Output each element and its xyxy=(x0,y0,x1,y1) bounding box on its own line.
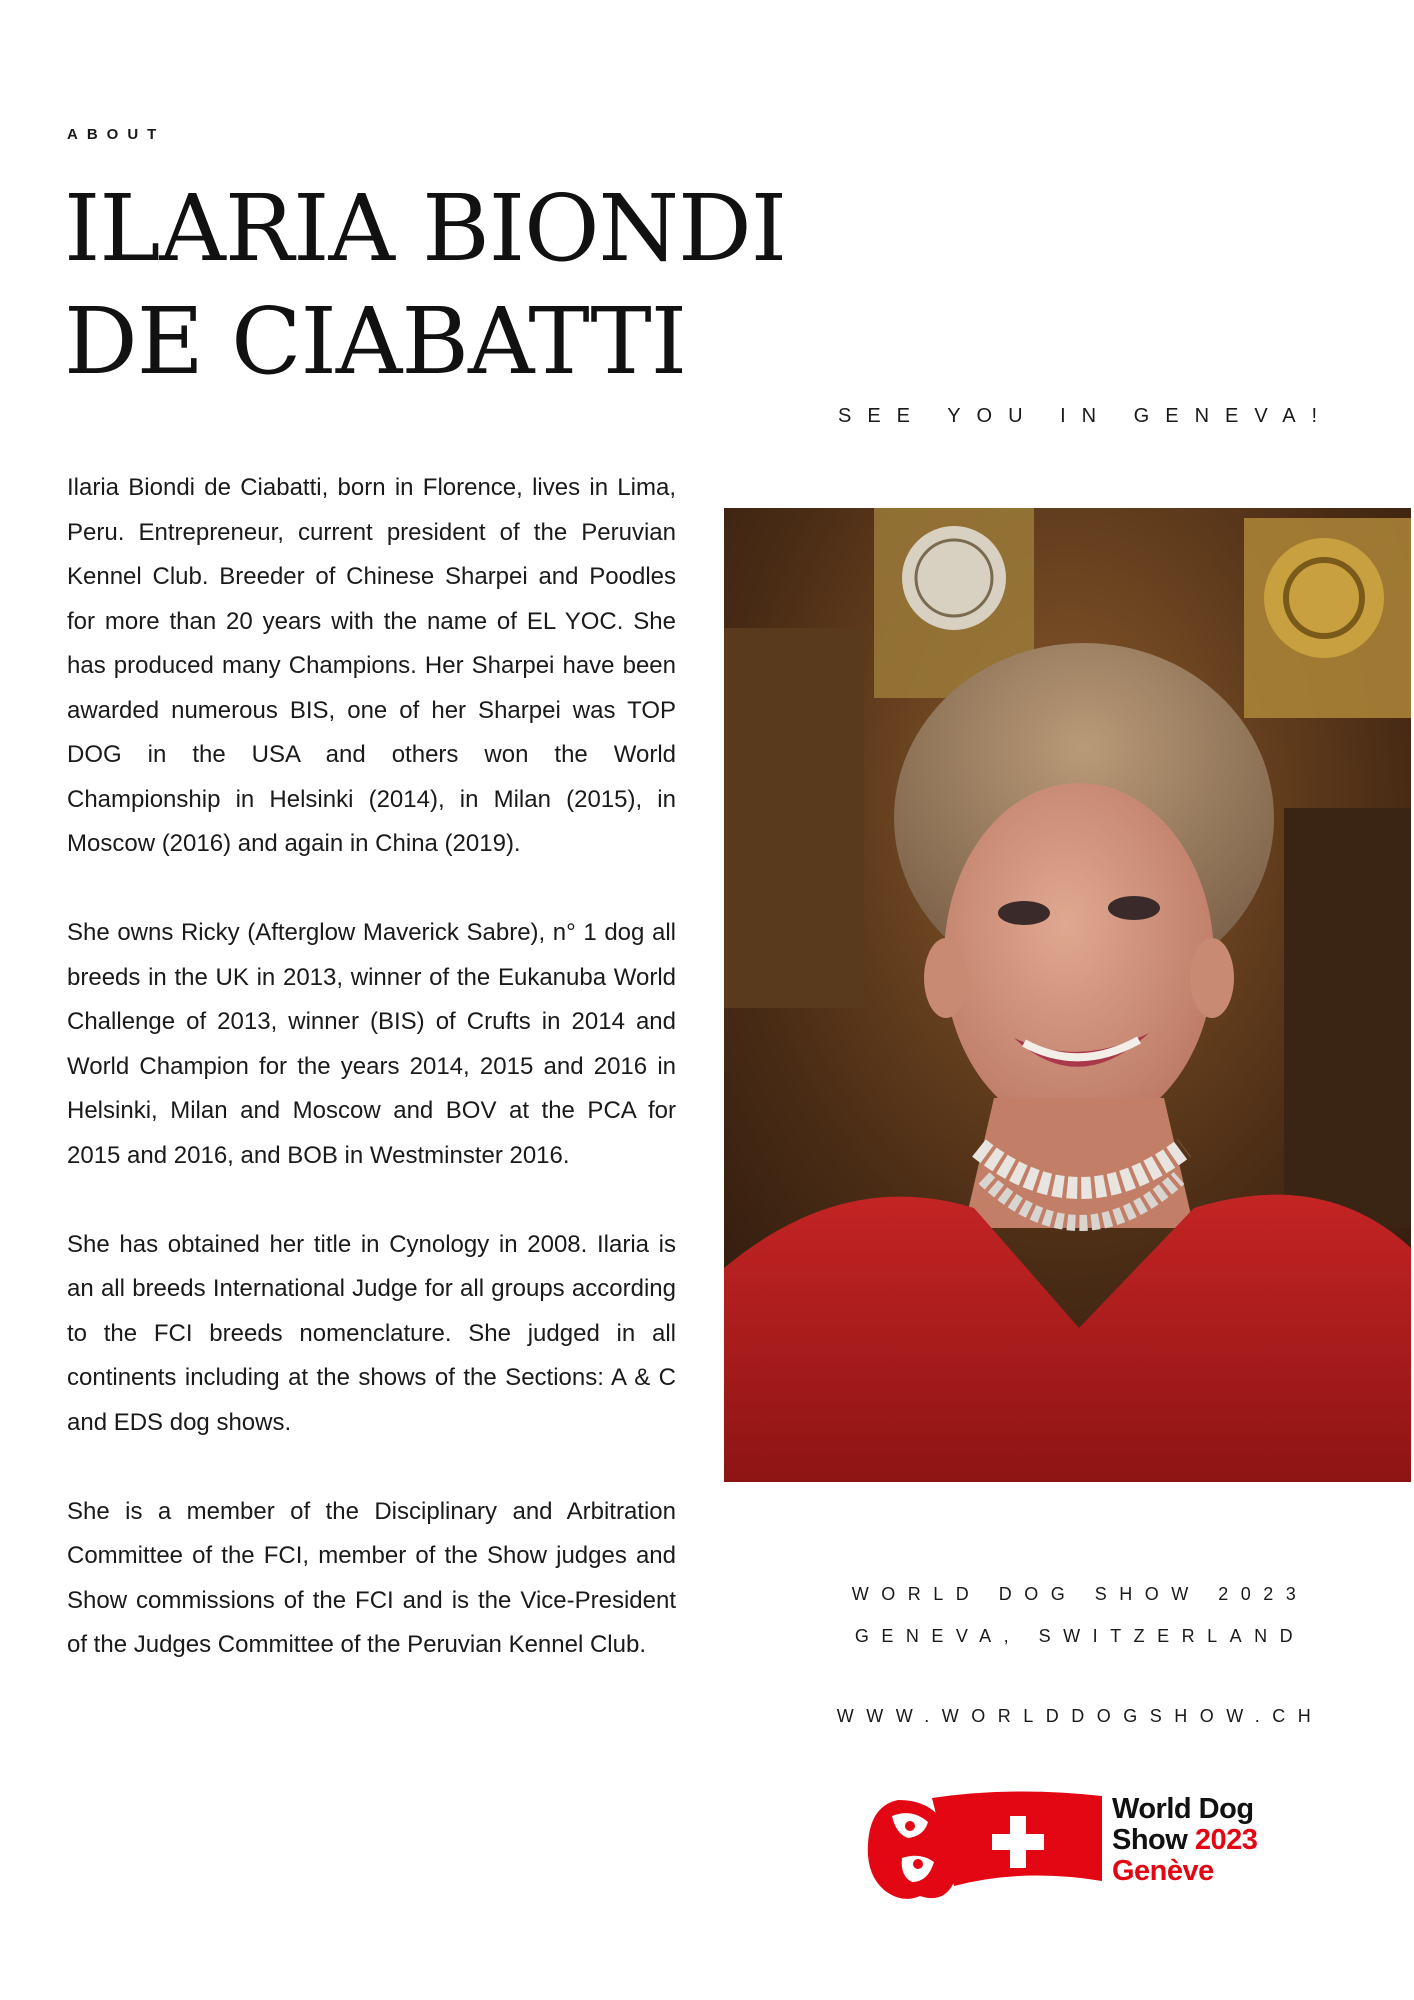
logo-line-3: Genève xyxy=(1112,1855,1214,1887)
logo-line-1: World Dog xyxy=(1112,1793,1254,1825)
event-name: WORLD DOG SHOW 2023 xyxy=(851,1584,1309,1604)
logo-year: 2023 xyxy=(1194,1824,1258,1856)
page-title xyxy=(64,172,786,398)
world-dog-show-logo xyxy=(862,1786,1302,1906)
bio-paragraph: Ilaria Biondi de Ciabatti, born in Florence, lives in Lima, Peru. Entrepreneur, current president of the Peruvian Kennel Club. Breeder of Chinese Sharpei and Poodles for more than 20 years with the name of EL YOC. She has produced many Champions. Her Sharpei have been awarded numerous BIS, one of her Sharpei was TOP DOG in the USA and others won the World Championship in Helsinki (2014), in Milan (2015), in Moscow (2016) and again in China (2019). xyxy=(67,474,676,857)
dog-and-swiss-flag-icon xyxy=(862,1786,1107,1906)
bio-paragraph: She owns Ricky (Afterglow Maverick Sabre), n° 1 dog all breeds in the UK in 2013, winner of the Eukanuba World Challenge of 2013, winner (BIS) of Crufts in 2014 and World Champion for the years 2014, 2015 and 2016 in Helsinki, Milan and Moscow and BOV at the PCA for 2015 and 2016, and BOB in Westminster 2016. xyxy=(67,919,676,1169)
tagline: SEE YOU IN GENEVA! xyxy=(838,405,1334,427)
logo-wordmark xyxy=(1112,1794,1257,1887)
bio-paragraph: She is a member of the Disciplinary and Arbitration Committee of the FCI, member of the Show judges and Show commissions of the FCI and is the Vice-President of the Judges Committee of the Peruvian Kennel Club. xyxy=(67,1497,676,1658)
event-location: GENEVA, SWITZERLAND xyxy=(854,1626,1306,1646)
title-line-1: ILARIA BIONDI xyxy=(64,175,787,282)
logo-show-word: Show xyxy=(1112,1824,1188,1856)
title-line-2: DE CIABATTI xyxy=(64,288,687,395)
event-website-link[interactable]: WWW.WORLDDOGSHOW.CH xyxy=(836,1706,1324,1726)
section-kicker: ABOUT xyxy=(67,126,166,143)
judge-portrait xyxy=(724,508,1411,1482)
portrait-image xyxy=(724,508,1411,1482)
biography xyxy=(67,466,676,1712)
bio-paragraph: She has obtained her title in Cynology in 2008. Ilaria is an all breeds International Judge for all groups according to the FCI breeds nomenclature. She judged in all continents including at the shows of the Sections: A & C and EDS dog shows. xyxy=(67,1230,676,1436)
logo-line-2 xyxy=(1112,1825,1257,1856)
